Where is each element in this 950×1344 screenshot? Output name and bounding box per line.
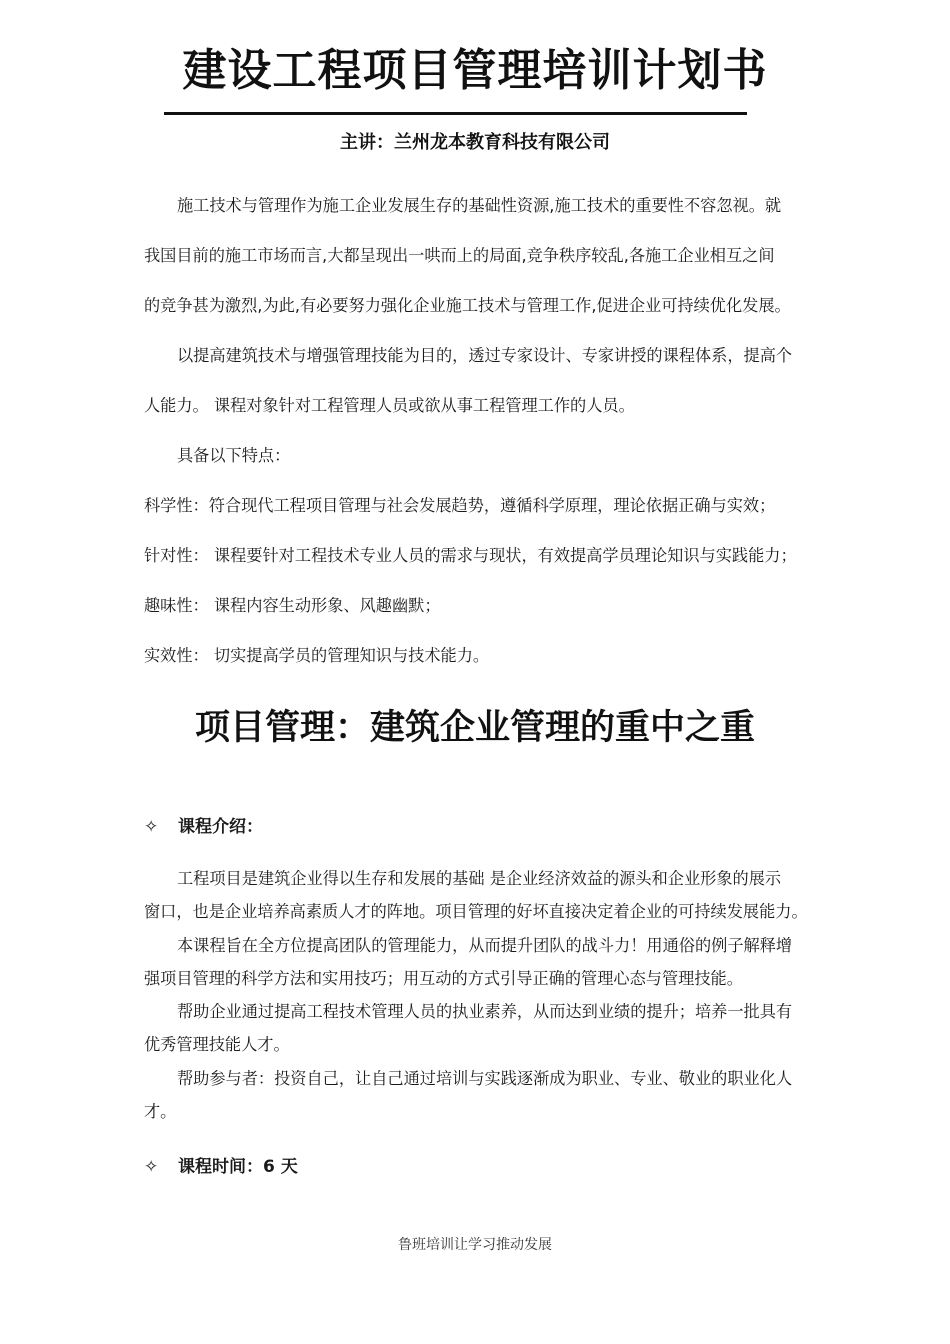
feature-scientific: 科学性：符合现代工程项目管理与社会发展趋势，遵循科学原理，理论依据正确与实效； [144,496,776,515]
page-footer: 鲁班培训让学习推动发展 [398,1237,552,1253]
document-title: 建设工程项目管理培训计划书 [182,45,768,96]
course-intro-heading-label: 课程介绍： [178,817,263,837]
title-divider [164,112,747,115]
intro-line: 以提高建筑技术与增强管理技能为目的，透过专家设计、专家讲授的课程体系，提高个 [177,346,793,365]
feature-interesting: 趣味性： 课程内容生动形象、风趣幽默； [144,596,441,615]
course-intro-line: 强项目管理的科学方法和实用技巧；用互动的方式引导正确的管理心态与管理技能。 [144,969,743,988]
intro-line: 我国目前的施工市场而言,大都呈现出一哄而上的局面,竞争秩序较乱,各施工企业相互之间 [144,246,775,265]
course-intro-line: 工程项目是建筑企业得以生存和发展的基础 是企业经济效益的源头和企业形象的展示 [177,869,782,888]
feature-targeted: 针对性： 课程要针对工程技术专业人员的需求与现状，有效提高学员理论知识与实践能力； [144,546,797,565]
course-intro-line: 才。 [144,1102,177,1121]
intro-line: 具备以下特点： [177,446,291,465]
section-title: 项目管理：建筑企业管理的重中之重 [194,708,755,748]
star-bullet-icon: ✧ [144,1157,159,1177]
course-intro-line: 窗口，也是企业培养高素质人才的阵地。项目管理的好坏直接决定着企业的可持续发展能力。 [144,902,808,921]
star-bullet-icon: ✧ [144,817,159,837]
course-intro-heading [144,812,263,837]
feature-effective: 实效性： 切实提高学员的管理知识与技术能力。 [144,646,490,665]
course-intro-line: 帮助企业通过提高工程技术管理人员的执业素养，从而达到业绩的提升；培养一批具有 [177,1002,793,1021]
course-intro-line: 本课程旨在全方位提高团队的管理能力，从而提升团队的战斗力！用通俗的例子解释增 [177,936,793,955]
intro-line: 人能力。 课程对象针对工程管理人员或欲从事工程管理工作的人员。 [144,396,635,415]
course-intro-line: 优秀管理技能人才。 [144,1035,290,1054]
course-intro-line: 帮助参与者：投资自己，让自己通过培训与实践逐渐成为职业、专业、敬业的职业化人 [177,1069,793,1088]
intro-line: 的竞争甚为激烈,为此,有必要努力强化企业施工技术与管理工作,促进企业可持续优化发展。 [144,296,791,315]
course-time-heading [144,1152,298,1177]
presenter-line: 主讲：兰州龙本教育科技有限公司 [340,132,610,153]
intro-line: 施工技术与管理作为施工企业发展生存的基础性资源,施工技术的重要性不容忽视。就 [177,196,782,215]
course-time-label: 课程时间：6 天 [178,1157,298,1177]
